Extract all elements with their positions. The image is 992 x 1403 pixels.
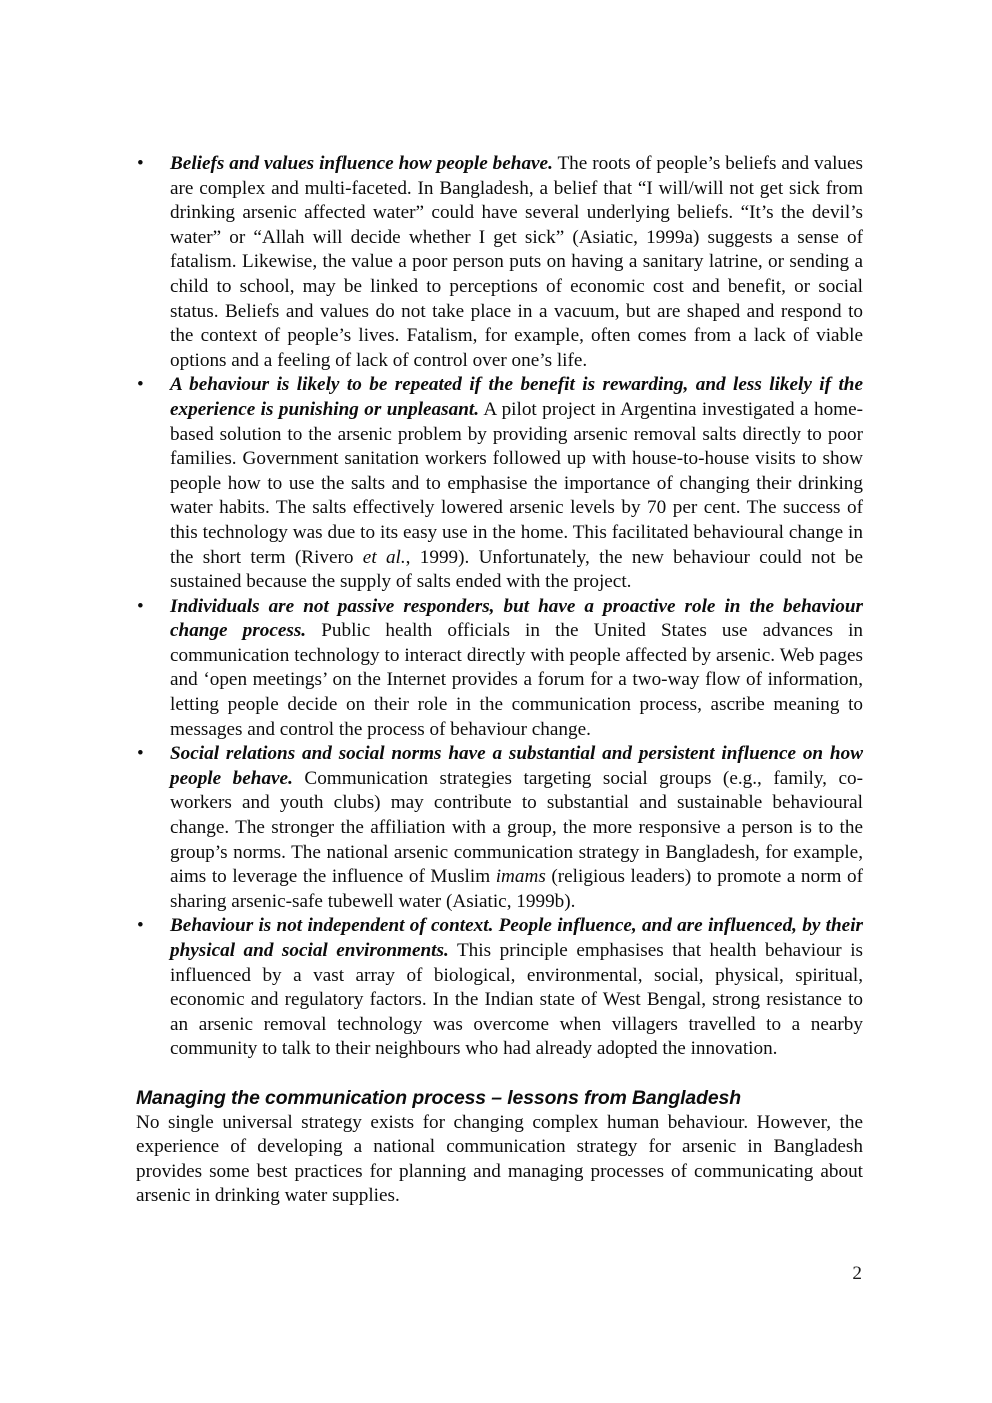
- list-item: [136, 742, 863, 914]
- bullet-lead-text: Beliefs and values influence how people behave.: [170, 153, 553, 174]
- bullet-body-text: The roots of people’s beliefs and values are complex and multi-faceted. In Bangladesh, a belief that “I will/will not get sick from drinking arsenic affected water” could have several underlying beliefs. “It’s the devil’s water” or “Allah will decide whether I get sick” (Asiatic, 1999a) suggests a sense of fatalism. Likewise, the value a poor person puts on having a sanitary latrine, or sending a child to school, may be linked to perceptions of economic cost and benefit, or social status. Beliefs and values do not take place in a vacuum, but are shaped and respond to the context of people’s lives. Fatalism, for example, often comes from a lack of viable options and a feeling of lack of control over one’s life.: [170, 153, 863, 371]
- foreign-term-imams: imams: [495, 866, 546, 888]
- bullet-lead-text: Individuals are not passive responders, but have a proactive role in the behaviour change process.: [170, 595, 863, 642]
- list-item: [136, 595, 863, 743]
- bullet-body-text-continued: (religious leaders) to promote a norm of sharing arsenic-safe tubewell water (Asiatic, 1999b).: [170, 866, 863, 912]
- section-heading: Managing the communication process – lessons from Bangladesh: [136, 1086, 741, 1109]
- bullet-body-text: This principle emphasises that health behaviour is influenced by a vast array of biological, environmental, social, physical, spiritual, economic and regulatory factors. In the Indian state of West Bengal, strong resistance to an arsenic removal technology was overcome when villagers travelled to a nearby community to talk to their neighbours who had already adopted the innovation.: [170, 940, 864, 1060]
- bullet-icon: •: [137, 153, 144, 174]
- bullet-icon: •: [137, 743, 144, 765]
- bullet-lead-text: Social relations and social norms have a substantial and persistent influence on how people behave.: [170, 743, 863, 789]
- bullet-lead-text: A behaviour is likely to be repeated if the benefit is rewarding, and less likely if the experience is punishing or unpleasant.: [170, 374, 863, 420]
- bullet-icon: •: [137, 595, 144, 617]
- bullet-body-text: Public health officials in the United States use advances in communication technology to interact directly with people affected by arsenic. Web pages and ‘open meetings’ on the Internet provides a forum for a two-way flow of information, letting people decide on their role in the communication process, ascribe meaning to messages and control the process of behaviour change.: [170, 620, 863, 740]
- bullet-body-text: A pilot project in Argentina investigated a home-based solution to the arsenic problem by providing arsenic removal salts directly to poor families. Government sanitation workers followed up with house-to-house visits to show people how to use the salts and to emphasise the importance of changing their drinking water habits. The salts effectively lowered arsenic levels by 70 per cent. The success of this technology was due to its easy use in the home. This facilitated behavioural change in the short term (Rivero: [170, 398, 863, 568]
- list-item: [136, 373, 863, 594]
- closing-paragraph: No single universal strategy exists for changing complex human behaviour. However, the experience of developing a national communication strategy for arsenic in Bangladesh provides some best practices for planning and managing processes of communicating about arsenic in drinking water supplies.: [136, 1111, 863, 1207]
- bullet-body-text: Communication strategies targeting social groups (e.g., family, co-workers and youth clubs) may contribute to substantial and sustainable behavioural change. The stronger the affiliation with a group, the more responsive a person is to the group’s norms. The national arsenic communication strategy in Bangladesh, for example, aims to leverage the influence of Muslim: [170, 767, 863, 888]
- principles-bullet-list: [136, 152, 863, 1062]
- bullet-icon: •: [137, 915, 144, 937]
- bullet-lead-text: Behaviour is not independent of context. People influence, and are influenced, by their physical and social environments.: [170, 915, 863, 961]
- page-number: 2: [852, 1263, 862, 1284]
- page-content: [136, 152, 863, 1209]
- bullet-icon: •: [137, 374, 144, 396]
- citation-et-al: et al.: [362, 546, 406, 568]
- list-item: [136, 914, 863, 1062]
- bullet-body-text-continued: , 1999). Unfortunately, the new behaviour could not be sustained because the supply of salts ended with the project.: [170, 546, 863, 593]
- list-item: [136, 152, 863, 373]
